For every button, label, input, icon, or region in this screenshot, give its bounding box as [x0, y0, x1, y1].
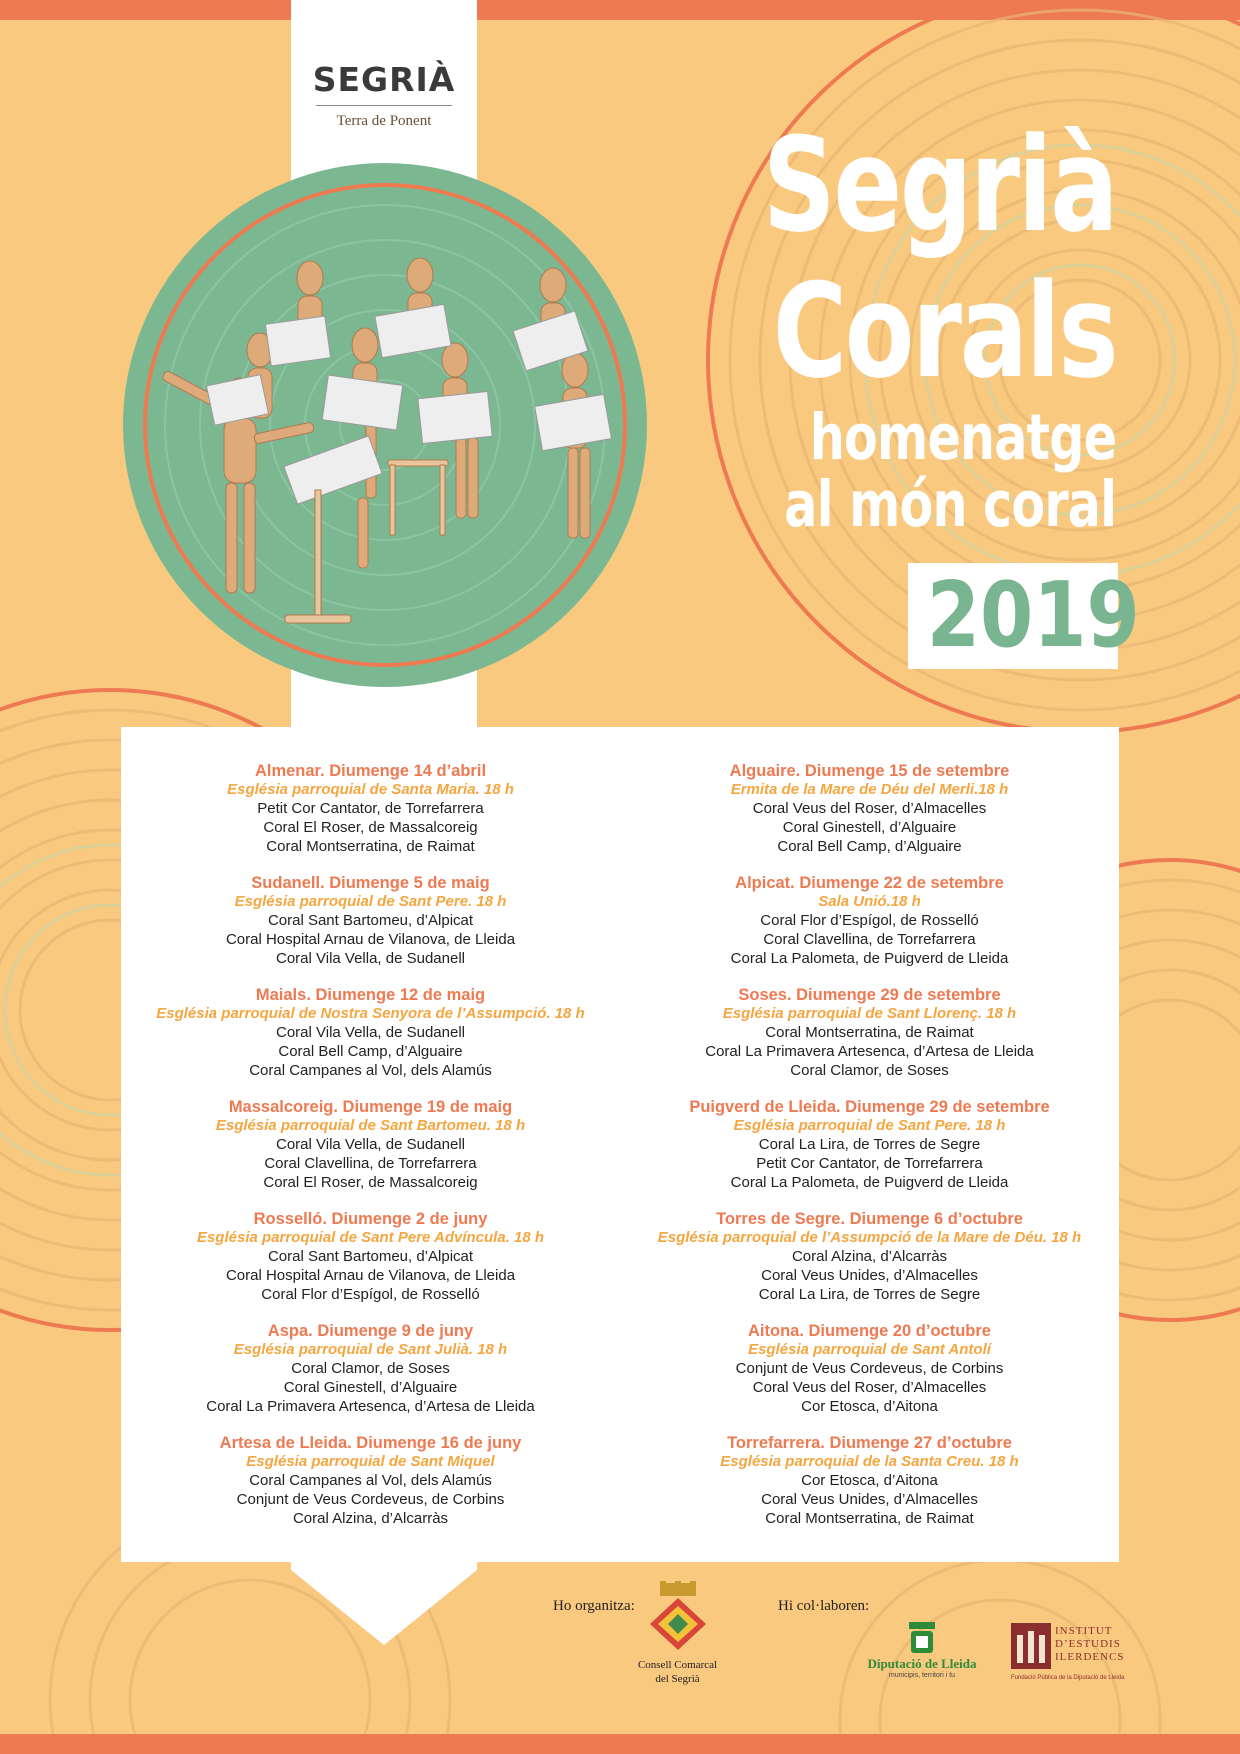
choir-name: Coral La Primavera Artesenca, d’Artesa de Lleida: [705, 1043, 1034, 1060]
choir-name: Coral Montserratina, de Raimat: [765, 1510, 974, 1527]
event-heading: Rosselló. Diumenge 2 de juny: [253, 1210, 488, 1228]
segria-logo: [291, 60, 477, 130]
event-entry: [121, 1209, 620, 1321]
choir-name: Coral La Lira, de Torres de Segre: [758, 1286, 981, 1303]
choir-name: Coral Campanes al Vol, dels Alamús: [249, 1062, 492, 1079]
event-heading: Sudanell. Diumenge 5 de maig: [251, 874, 490, 892]
event-venue: Església parroquial de Sant Llorenç. 18 h: [722, 1005, 1017, 1022]
diputacio-logo: [862, 1656, 982, 1679]
choir-name: Coral El Roser, de Massalcoreig: [263, 1174, 478, 1191]
choir-name: Coral Vila Vella, de Sudanell: [275, 1136, 466, 1153]
choir-name: Coral Alzina, d’Alcarràs: [791, 1248, 948, 1265]
schedule-column-left: [121, 761, 620, 1545]
choir-name: Coral Veus Unides, d’Almacelles: [761, 1491, 978, 1508]
event-venue: Església parroquial de Sant Pere. 18 h: [733, 1117, 1006, 1134]
choir-name: Petit Cor Cantator, de Torrefarrera: [257, 800, 484, 817]
iei-emblem-icon: [1011, 1623, 1051, 1669]
event-venue: Sala Unió.18 h: [818, 893, 921, 910]
consell-comarcal-logo: [620, 1580, 735, 1685]
choir-name: Coral Vila Vella, de Sudanell: [275, 1024, 466, 1041]
event-venue: Església parroquial de Sant Julià. 18 h: [233, 1341, 508, 1358]
choir-name: Coral Sant Bartomeu, d’Alpicat: [267, 1248, 474, 1265]
event-entry: [620, 1097, 1119, 1209]
event-entry: [121, 1321, 620, 1433]
consell-name-line-2: del Segrià: [655, 1673, 700, 1685]
bottom-stripe: [0, 1734, 1240, 1754]
iei-name-line-2: D’ESTUDIS: [1055, 1638, 1121, 1650]
choir-name: Coral Bell Camp, d’Alguaire: [777, 838, 962, 855]
subtitle-line-1: homenatge: [809, 401, 1116, 474]
event-venue: Església parroquial de Santa Maria. 18 h: [227, 781, 514, 798]
choir-name: Coral Flor d’Espígol, de Rosselló: [261, 1286, 480, 1303]
choir-name: Coral El Roser, de Massalcoreig: [263, 819, 478, 836]
event-entry: [121, 985, 620, 1097]
choir-name: Coral Bell Camp, d’Alguaire: [278, 1043, 463, 1060]
event-entry: [620, 873, 1119, 985]
choir-name: Coral Campanes al Vol, dels Alamús: [249, 1472, 492, 1489]
iei-name-line-1: INSTITUT: [1055, 1625, 1113, 1637]
event-entry: [121, 873, 620, 985]
choir-name: Coral Montserratina, de Raimat: [266, 838, 475, 855]
event-entry: [620, 985, 1119, 1097]
iei-logo: [1011, 1623, 1125, 1681]
choir-name: Coral La Palometa, de Puigverd de Lleida: [730, 1174, 1009, 1191]
schedule-panel: [121, 727, 1119, 1562]
choir-name: Conjunt de Veus Cordeveus, de Corbins: [735, 1360, 1004, 1377]
event-heading: Aitona. Diumenge 20 d’octubre: [748, 1322, 991, 1340]
event-heading: Alpicat. Diumenge 22 de setembre: [735, 874, 1004, 892]
event-venue: Església parroquial de Sant Antolí: [748, 1341, 991, 1358]
choir-name: Coral La Primavera Artesenca, d’Artesa de Lleida: [206, 1398, 535, 1415]
choir-name: Cor Etosca, d’Aitona: [801, 1398, 938, 1415]
collaborators-label: Hi col·laboren:: [778, 1598, 870, 1614]
choir-name: Coral Clavellina, de Torrefarrera: [763, 931, 976, 948]
event-entry: [620, 1209, 1119, 1321]
event-entry: [121, 1433, 620, 1545]
event-entry: [620, 1433, 1119, 1545]
diputacio-emblem-icon: [907, 1622, 937, 1654]
event-heading: Torres de Segre. Diumenge 6 d’octubre: [716, 1210, 1023, 1228]
choir-name: Coral Clamor, de Soses: [790, 1062, 949, 1079]
event-heading: Aspa. Diumenge 9 de juny: [267, 1322, 474, 1340]
logo-main-text: SEGRIÀ: [312, 60, 456, 99]
schedule-column-right: [620, 761, 1119, 1545]
choir-name: Coral Clavellina, de Torrefarrera: [264, 1155, 477, 1172]
choir-illustration: [120, 160, 650, 690]
choir-name: Coral Veus Unides, d’Almacelles: [761, 1267, 978, 1284]
consell-name-line-1: Consell Comarcal: [637, 1659, 718, 1671]
title-line-2: Corals: [772, 255, 1116, 407]
iei-foundation-text: Fundació Pública de la Diputació de Lleida: [1011, 1675, 1125, 1681]
event-venue: Ermita de la Mare de Déu del Merli.18 h: [730, 781, 1009, 798]
organizer-label: Ho organitza:: [553, 1598, 635, 1614]
event-heading: Soses. Diumenge 29 de setembre: [738, 986, 1001, 1004]
diputacio-name: Diputació de Lleida: [867, 1656, 977, 1671]
event-heading: Massalcoreig. Diumenge 19 de maig: [228, 1098, 513, 1116]
choir-name: Coral Veus del Roser, d’Almacelles: [752, 800, 987, 817]
iei-name-line-3: ILERDENCS: [1055, 1651, 1125, 1663]
choir-name: Coral Clamor, de Soses: [291, 1360, 450, 1377]
year-box: [908, 563, 1140, 669]
choir-name: Cor Etosca, d’Aitona: [801, 1472, 938, 1489]
event-heading: Puigverd de Lleida. Diumenge 29 de setembre: [689, 1098, 1050, 1116]
choir-name: Coral Veus del Roser, d’Almacelles: [752, 1379, 987, 1396]
choir-name: Conjunt de Veus Cordeveus, de Corbins: [236, 1491, 505, 1508]
event-heading: Artesa de Lleida. Diumenge 16 de juny: [219, 1434, 522, 1452]
year-text: 2019: [926, 563, 1140, 668]
subtitle-line-2: al món coral: [784, 468, 1116, 541]
event-venue: Església parroquial de Sant Pere Advíncula. 18 h: [196, 1229, 545, 1246]
choir-name: Coral Vila Vella, de Sudanell: [275, 950, 466, 967]
choir-name: Coral La Lira, de Torres de Segre: [758, 1136, 981, 1153]
event-entry: [121, 1097, 620, 1209]
event-heading: Maials. Diumenge 12 de maig: [255, 986, 486, 1004]
choir-name: Coral Montserratina, de Raimat: [765, 1024, 974, 1041]
choir-name: Coral Ginestell, d’Alguaire: [283, 1379, 458, 1396]
event-entry: [121, 761, 620, 873]
poster-title: [663, 109, 1116, 541]
choir-name: Coral Alzina, d’Alcarràs: [292, 1510, 449, 1527]
logo-divider: [316, 105, 452, 106]
choir-name: Coral Hospital Arnau de Vilanova, de Lleida: [225, 931, 516, 948]
event-venue: Església parroquial de Nostra Senyora de l’Assumpció. 18 h: [156, 1005, 585, 1022]
event-venue: Església parroquial de Sant Pere. 18 h: [234, 893, 507, 910]
event-venue: Església parroquial de la Santa Creu. 18 h: [720, 1453, 1019, 1470]
event-venue: Església parroquial de Sant Miquel: [246, 1453, 495, 1470]
event-venue: Església parroquial de l’Assumpció de la Mare de Déu. 18 h: [657, 1229, 1082, 1246]
event-heading: Almenar. Diumenge 14 d’abril: [254, 762, 487, 780]
choir-name: Coral Ginestell, d’Alguaire: [782, 819, 957, 836]
event-entry: [620, 1321, 1119, 1433]
choir-name: Coral Hospital Arnau de Vilanova, de Lleida: [225, 1267, 516, 1284]
choir-name: Coral La Palometa, de Puigverd de Lleida: [730, 950, 1009, 967]
choir-name: Petit Cor Cantator, de Torrefarrera: [756, 1155, 983, 1172]
event-venue: Església parroquial de Sant Bartomeu. 18 h: [215, 1117, 526, 1134]
logo-subtitle: Terra de Ponent: [336, 113, 432, 129]
event-heading: Alguaire. Diumenge 15 de setembre: [729, 762, 1010, 780]
choir-name: Coral Flor d’Espígol, de Rosselló: [760, 912, 979, 929]
choir-name: Coral Sant Bartomeu, d’Alpicat: [267, 912, 474, 929]
diputacio-tagline: municipis, territori i tu: [888, 1672, 956, 1679]
coat-of-arms-icon: [643, 1580, 713, 1652]
event-heading: Torrefarrera. Diumenge 27 d’octubre: [727, 1434, 1012, 1452]
title-line-1: Segrià: [762, 109, 1116, 261]
event-entry: [620, 761, 1119, 873]
